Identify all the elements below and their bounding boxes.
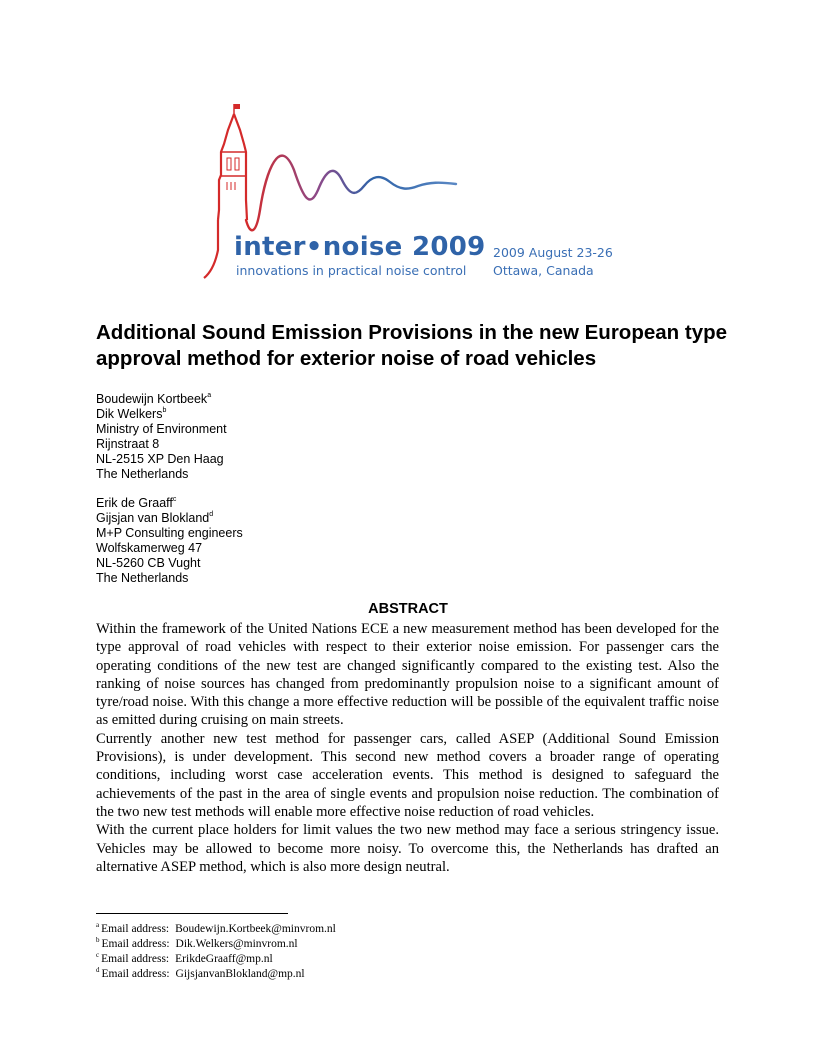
- email-address: Dik.Welkers@minvrom.nl: [175, 938, 298, 950]
- footnote-mark: d: [209, 511, 214, 518]
- affiliation-line: The Netherlands: [96, 467, 189, 481]
- affiliation-line: NL-5260 CB Vught: [96, 556, 201, 570]
- affiliation-line: M+P Consulting engineers: [96, 526, 243, 540]
- affiliation-line: Ministry of Environment: [96, 422, 227, 436]
- author-block-2: [96, 496, 243, 586]
- abstract-paragraph: Within the framework of the United Nations ECE a new measurement method has been developed for the type approval of road vehicles with respect to their exterior noise emission. For passenger cars the operating conditions of the new test are changed significantly compared to the existing test. Also the ranking of noise sources has changed from predominantly propulsion noise to a significant amount of tyre/road noise. With this change a more effective reduction will be possible of the equivalent traffic noise as emitted during cruising on main streets.: [96, 621, 719, 729]
- conference-date: 2009 August 23-26: [493, 245, 613, 260]
- paper-title: Additional Sound Emission Provisions in the new European type approval method for exterior noise of road vehicles: [96, 321, 728, 370]
- author-name: Erik de Graaff$^c$: [96, 496, 177, 510]
- author-block-1: [96, 392, 227, 482]
- conference-logo: [200, 100, 620, 285]
- footnote-mark: b: [162, 407, 167, 414]
- abstract-body: [96, 620, 719, 876]
- author-name: Boudewijn Kortbeek$^a$: [96, 392, 212, 406]
- affiliation-line: Rijnstraat 8: [96, 437, 160, 451]
- abstract-paragraph: Currently another new test method for passenger cars, called ASEP (Additional Sound Emission Provisions), is under development. This second new method covers a broader range of operating conditions, including worst case acceleration events. This method is designed to safeguard the achievements of the past in the area of single events and propulsion noise reduction. The combination of the two new test methods will enable more effective noise reduction of road vehicles.: [96, 730, 719, 820]
- footnote-divider: [96, 913, 288, 914]
- email-address: GijsjanvanBlokland@mp.nl: [175, 968, 305, 980]
- conference-tagline: innovations in practical noise control: [236, 263, 467, 278]
- affiliation-line: NL-2515 XP Den Haag: [96, 452, 224, 466]
- abstract-paragraph: With the current place holders for limit values the two new method may face a serious stringency issue. Vehicles may be allowed to become more noisy. To overcome this, the Netherlands has drafted an alternative ASEP method, which is also more design neutral.: [96, 822, 719, 875]
- footnote: $^b$ Email address: Dik.Welkers@minvrom.nl: [96, 936, 298, 950]
- conference-location: Ottawa, Canada: [493, 263, 594, 278]
- footnote: $^c$ Email address: ErikdeGraaff@mp.nl: [96, 951, 273, 965]
- footnote: $^a$ Email address: Boudewijn.Kortbeek@minvrom.nl: [96, 921, 336, 935]
- affiliation-line: Wolfskamerweg 47: [96, 541, 203, 555]
- footnote-mark: a: [207, 392, 212, 399]
- footnote: $^d$ Email address: GijsjanvanBlokland@mp.nl: [96, 966, 305, 980]
- author-name: Dik Welkers$^b$: [96, 407, 167, 421]
- abstract-heading: ABSTRACT: [368, 601, 448, 617]
- email-address: ErikdeGraaff@mp.nl: [175, 953, 273, 965]
- footnote-mark: c: [172, 496, 177, 503]
- footnotes: [96, 922, 336, 982]
- email-address: Boudewijn.Kortbeek@minvrom.nl: [175, 923, 336, 935]
- author-name: Gijsjan van Blokland$^d$: [96, 511, 214, 525]
- affiliation-line: The Netherlands: [96, 571, 189, 585]
- conference-name: inter•noise 2009: [234, 232, 486, 262]
